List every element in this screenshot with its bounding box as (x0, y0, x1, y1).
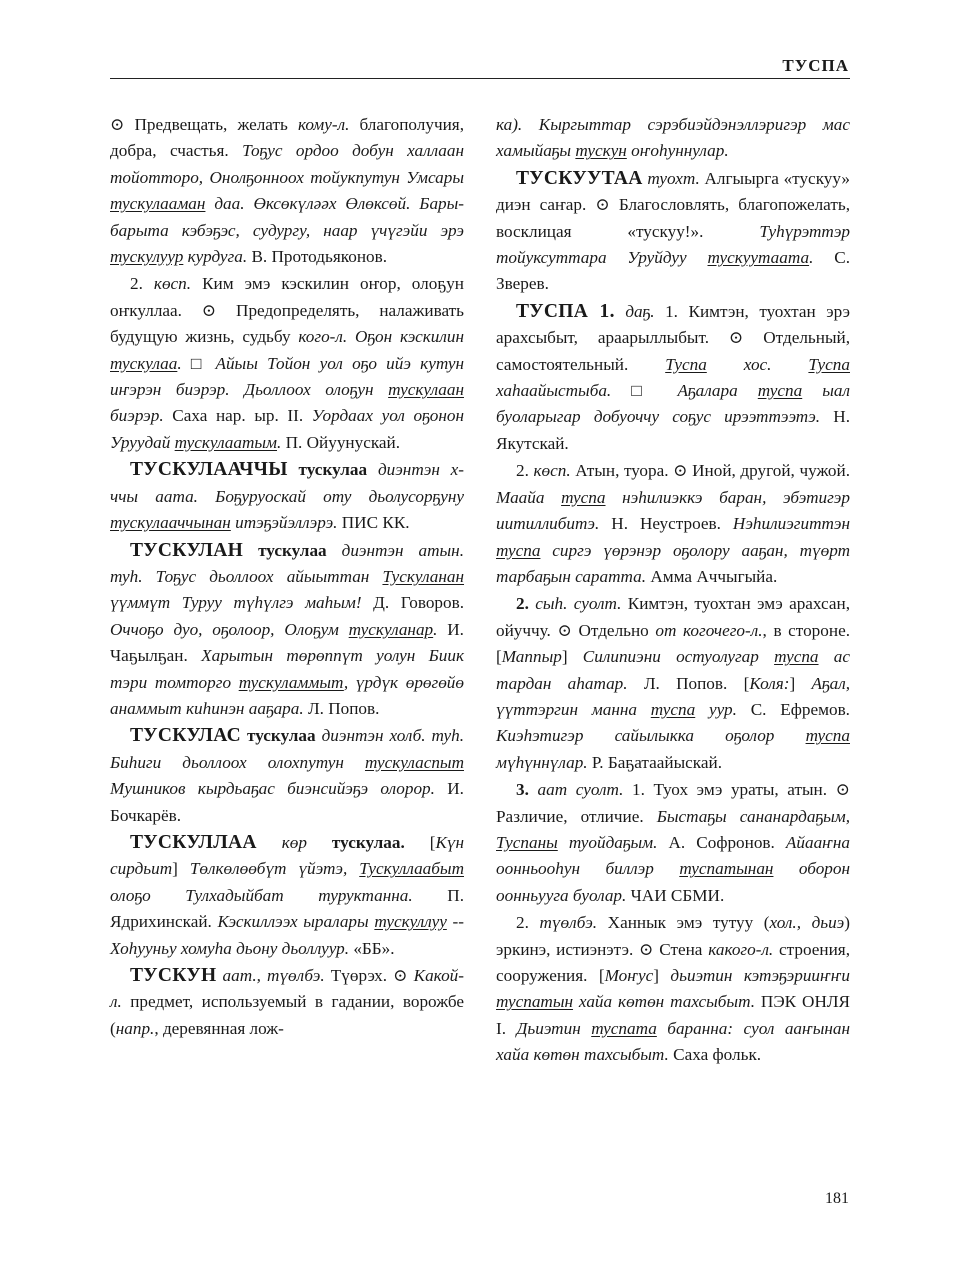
entry-paragraph: ТУСКУН аат., түөлбэ. Түөрэх. ⊙ Какой-л. предмет, используемый в гадании, ворожбе (напр., деревянная лож- (110, 965, 464, 1038)
entry-paragraph: ка). Кыргыттар сэрэбиэйдэнэллэригэр мас хамыйаҕы тускун оҥоһуннулар. (496, 115, 850, 161)
entry-paragraph: ⊙ Предвещать, желать кому-л. благополучия, добра, счастья. Тоҕус ордоо добун халлаан тойотторо, Онолҕонноох тойукпутун Умсары тускулааман даа. Өксөкүләәх Өлөксөй. Бары-барыта кэбэҕэс, судургу, наар үчүгэйи эрэ тускулуур курдуга. В. Протодьяконов. (110, 115, 464, 267)
right-column (496, 112, 850, 1070)
entry-paragraph: 2. сыһ. суолт. Кимтэн, туохтан эмэ арахсан, ойуччу. ⊙ Отдельно от когочего-л., в стороне. [Маппыр] Силипиэни остуолугар туспа ас тардан аһатар. Л. Попов. [Коля:] Аҕал, үүттэргин манна туспа уур. С. Ефремов. Киэһэтигэр сайылыкка оҕолор туспа мүһүннүлар. Р. Баҕатаайыскай. (496, 594, 850, 772)
entry-paragraph: 2. көсп. Атын, туора. ⊙ Иной, другой, чужой. Маайа туспа нэһилиэккэ баран, эбэтигэр иитиллибитэ. Н. Неустроев. Нэһилиэгиттэн туспа сиргэ үөрэнэр оҕолору ааҕан, түөрт тарбаҕын саратта. Амма Аччыгыйа. (496, 461, 850, 586)
entry-paragraph: 2. түөлбэ. Ханнык эмэ тутуу (хол., дьиэ) эркинэ, истиэнэтэ. ⊙ Стена какого-л. строения, сооружения. [Моҥус] дьиэтин кэтэҕэрииҥҥи туспатын хайа көтөн тахсыбыт. ПЭК ОНЛЯ I. Дьиэтин туспата баранна: суол ааҥынан хайа көтөн тахсыбыт. Саха фольк. (496, 913, 850, 1065)
entry-paragraph: ТУСКУЛАН тускулаа диэнтэн атын. туһ. Тоҕус дьоллоох айыыттан Тускуланан үүммүт Туруу түһүлгэ маһым! Д. Говоров. Оччоҕо дуо, оҕолоор, Олоҕум тускуланар. И. Чаҕылҕан. Харытын төрөппүт уолун Биик тэри томторго тускуламмыт, үрдүк өрөгөйө анаммыт киһинэн ааҕара. Л. Попов. (110, 539, 465, 718)
entry-paragraph: 3. аат суолт. 1. Туох эмэ ураты, атын. ⊙ Различие, отличие. Быстаҕы сананардаҕым, Туспаны туойдаҕым. А. Софронов. Айааҥна оонньооһун биллэр туспатынан оборон оонньууга буолар. ЧАИ СБМИ. (496, 780, 851, 905)
entry-paragraph: ТУСКУУТАА туохт. Алгыырга «тускуу» диэн саҥар. ⊙ Благословлять, благопожелать, восклицая «тускуу!». Туһүрэттэр тойуксуттара Уруйдуу тускуутаата. С. Зверев. (496, 167, 851, 294)
running-header: ТУСПА (782, 56, 849, 75)
entry-paragraph: ТУСКУЛЛАА көр тускулаа. [Күн сирдьит] Төлкөлөөбүт үйэтэ, Тускуллаабыт олоҕо Тулхадыйбат туруктанна. П. Ядрихинскай. Кэскиллээх ыралары тускуллуу -- Хоһууньу хомуһа дьону дьоллуур. «ББ». (110, 831, 464, 958)
left-column (110, 112, 464, 1043)
entry-paragraph: ТУСКУЛААЧЧЫ тускулаа диэнтэн х-ччы аата. Боҕуруоскай оту дьолусорҕуну тускулааччынан итэҕэйэллэрэ. ПИС КК. (110, 459, 465, 533)
page-number: 181 (825, 1190, 849, 1207)
entry-paragraph: ТУСКУЛАС тускулаа диэнтэн холб. туһ. Биһиги дьоллоох олохпутун тускуласпыт Мушников кырдьаҕас биэнсийэҕэ олорор. И. Бочкарёв. (110, 725, 465, 825)
entry-paragraph: ТУСПА 1. даҕ. 1. Кимтэн, туохтан эрэ арахсыбыт, араарыллыбыт. ⊙ Отдельный, самостоятельный. Туспа хос. Туспа хаһаайыстыба. □ Аҕалара туспа ыал буоларыгар добуоччу соҕус ирээттээтэ. Н. Якутскай. (496, 300, 851, 453)
header-rule (110, 78, 850, 79)
entry-paragraph: 2. көсп. Ким эмэ кэскилин оҥор, олоҕун оҥкуллаа. ⊙ Предопределять, налаживать будущую жизнь, судьбу кого-л. Оҕон кэскилин тускулаа. □ Айыы Тойон уол оҕо ийэ кутун иҥэрэн биэрэр. Дьоллоох олоҕун тускулаан биэрэр. Саха нар. ыр. II. Уордаах уол оҕонон Уруудай тускулаатым. П. Ойуунускай. (110, 274, 465, 452)
